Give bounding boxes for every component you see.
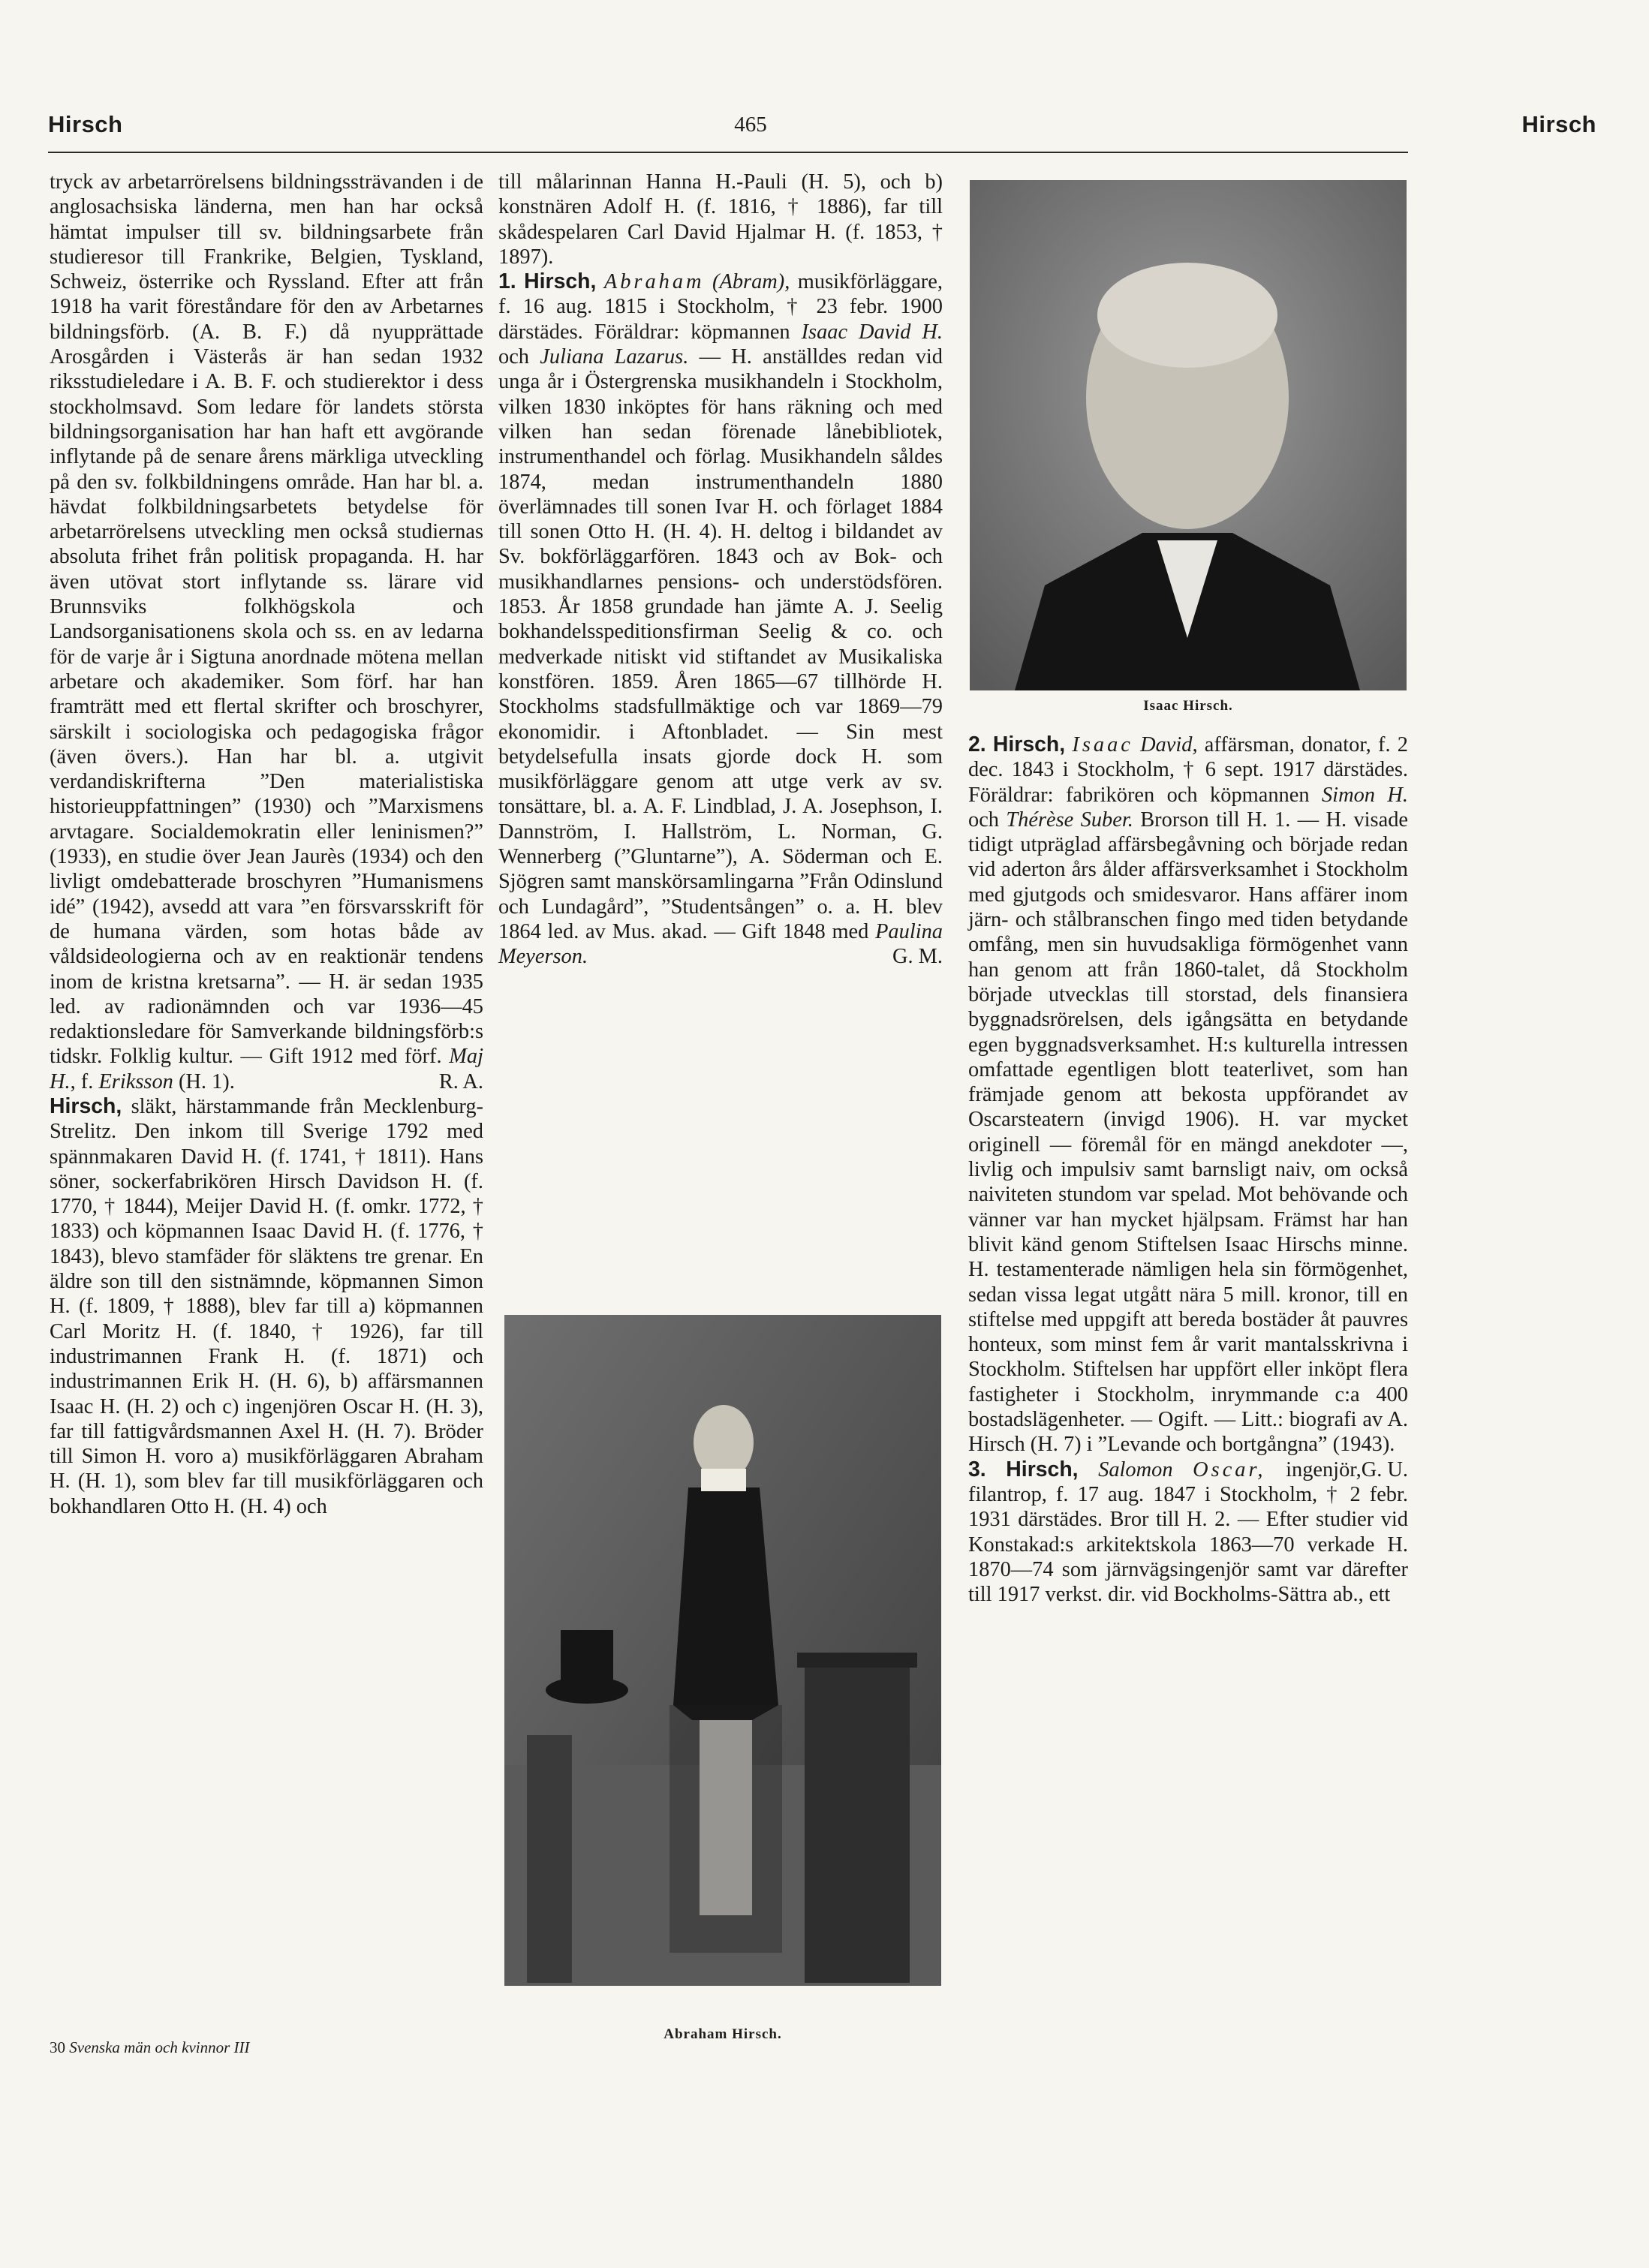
abraham-hirsch-photo	[504, 1315, 941, 1986]
entry-heading: Hirsch,	[1006, 1457, 1079, 1481]
mother-name: Juliana Lazarus.	[540, 345, 689, 369]
text-fragment: (H. 1).	[178, 1069, 235, 1093]
text-fragment: , f.	[70, 1069, 94, 1093]
text-fragment: och	[498, 345, 529, 369]
header-rule	[48, 152, 1408, 153]
column-2	[498, 170, 943, 970]
mother-name: Thérèse Suber.	[1006, 808, 1133, 832]
signature-number: 30	[50, 2038, 65, 2056]
given-name: Salomon	[1098, 1457, 1173, 1481]
author-signature: R. A.	[438, 1069, 483, 1093]
spouse-name: Paulina Meyerson.	[498, 919, 943, 969]
entry-heading: Hirsch,	[992, 732, 1066, 757]
paragraph-text: ingenjör, filantrop, f. 17 aug. 1847 i Stockholm, † 2 febr. 1931 därstädes. Bror till H. 2. — Efter studier vid Konstakad:s arkitektskola 1863—70 verkade H. 1870—74 som järnvägsingenjör samt var därefter till 1917 verkst. dir. vid Bockholms-Sättra ab., ett	[968, 1457, 1408, 1607]
photo-caption-abraham: Abraham Hirsch.	[664, 2026, 782, 2042]
family-entry	[50, 1094, 483, 1519]
paragraph-text: affärsman, donator, f. 2 dec. 1843 i Stockholm, † 6 sept. 1917 därstädes. Föräldrar: fabrikören och köpmannen	[968, 733, 1408, 807]
alt-name: (Abram),	[712, 270, 790, 294]
author-signature: G. U.	[1361, 1457, 1408, 1481]
book-title: Svenska män och kvinnor III	[69, 2038, 250, 2056]
entry-heading: Hirsch,	[524, 269, 597, 294]
portrait-image	[970, 180, 1407, 690]
photo-caption-isaac: Isaac Hirsch.	[1143, 698, 1233, 714]
signature-footer	[50, 2038, 250, 2057]
biography-text	[50, 170, 483, 1094]
running-head-right: Hirsch	[1521, 111, 1596, 137]
paragraph-text: släkt, härstammande från Mecklenburg-Strelitz. Den inkom till Sverige 1792 med spännmakaren David H. (f. 1741, † 1811). Hans söner, sockerfabrikören Hirsch Davidson H. (f. 1770, † 1844), Meijer David H. (f. omkr. 1772, † 1833) och köpmannen Isaac David H. (f. 1776, † 1843), blevo stamfäder för släktens tre grenar. En äldre son till den sistnämnde, köpmannen Simon H. (f. 1809, † 1888), blev far till a) köpmannen Carl Moritz H. (f. 1840, † 1926), far till industrimannen Frank H. (f. 1871) och industrimannen Erik H. (H. 6), b) affärsmannen Isaac H. (H. 2) och c) ingenjören Oscar H. (H. 3), far till fattigvårdsmannen Axel H. (H. 7). Bröder till Simon H. voro a) musikförläggaren Abraham H. (H. 1), som blev far till musikförläggaren och bokhandlaren Otto H. (H. 4) och	[50, 1094, 483, 1518]
paragraph-text: tryck av arbetarrörelsens bildningssträvanden i de anglosachsiska länderna, men han har också hämtat impulser till sv. bildningsarbete från studieresor till Frankrike, Belgien, Tyskland, Schweiz, österrike och Ryssland. Efter att från 1918 ha varit föreståndare för den av Arbetarnes bildningsförb. (A. B. F.) då nyupprättade Arosgården i Västerås är han sedan 1932 riksstudieledare i A. B. F. och studierektor i dess stockholmsavd. Som ledare för landets största bildningsorganisation har han haft ett avgörande inflytande på de senare årens märkliga utveckling på den sv. folkbildningens område. Han har bl. a. hävdat folkbildningsarbetets betydelse för arbetarrörelsens utveckling men också studiernas absoluta frihet från politisk propaganda. H. har även utövat stort inflytande ss. lärare vid Brunnsviks folkhögskola och Landsorganisationens skola och ss. en av ledarna för de varje år i Sigtuna anordnade mötena mellan arbetare och akademiker. Som förf. har han framträtt med ett flertal skrifter och broschyrer, särskilt i sociologiska och pedagogiska frågor (även övers.). Han har bl. a. utgivit verdandiskrifterna ”Den materialistiska historieuppfattningen” (1930) och ”Marxismens arvtagare. Socialdemokratin eller leninismen?” (1933), en studie över Jean Jaurès (1934) och den livligt omdebatterade broschyren ”Humanismens idé” (1942), avsedd att vara ”en försvarsskrift för de humana värden, som hotas både av våldsideologierna och av en reaktionär tendens inom de kristna kretsarna”. — H. är sedan 1935 led. av radionämnden och var 1936—45 redaktionsledare för Samverkande bildningsförb:s tidskr. Folklig kultur. — Gift 1912 med förf.	[50, 170, 483, 1069]
paragraph-text: — H. anställdes redan vid unga år i Östergrenska musikhandeln i Stockholm, vilken 1830 inköptes för hans räkning och med vilken han sedan förenade lånebibliotek, instrumenthandel och förlag. Musikhandeln såldes 1874, medan instrumenthandeln 1880 överlämnades till sonen Ivar H. och förlaget 1884 till sonen Otto H. (H. 4). H. deltog i bildandet av Sv. bokförläggarfören. 1843 och av Bok- och musikhandlarnes pensions- och understödsfören. 1853. År 1858 grundade han jämte A. J. Seelig bokhandelsspeditionsfirman Seelig & co. och medverkade nitiskt vid stiftandet av Musikaliska konstfören. 1859. Åren 1865—67 tillhörde H. Stockholms stadsfullmäktige och var 1869—79 ekonomidir. i Aftonbladet. — Sin mest betydelsefulla insats gjorde dock H. som musikförläggare genom att utge verk av sv. tonsättare, bl. a. A. F. Lindblad, J. A. Josephson, I. Dannström, I. Hallström, L. Norman, G. Wennerberg (”Gluntarne”), A. Söderman och E. Sjögren samt manskörsamlingarna ”Från Odinslund och Lundagård”, ”Studentsången” o. a. H. blev 1864 led. av Mus. akad. — Gift 1848 med	[498, 345, 943, 943]
column-3	[968, 732, 1408, 1607]
entry-oscar	[968, 1457, 1408, 1608]
entry-number: 2.	[968, 732, 986, 757]
paragraph-text: musikförläggare, f. 16 aug. 1815 i Stockholm, † 23 febr. 1900 därstädes. Föräldrar: köpmannen	[498, 270, 943, 344]
entry-heading: Hirsch,	[50, 1093, 122, 1118]
given-name-2: David,	[1140, 733, 1198, 757]
text-fragment: och	[968, 808, 999, 832]
entry-abraham	[498, 269, 943, 969]
father-name: Isaac David H.	[801, 320, 943, 344]
isaac-hirsch-photo	[970, 180, 1407, 690]
given-name: Isaac	[1072, 733, 1133, 757]
page-number: 465	[734, 113, 767, 137]
column-1	[50, 170, 483, 1519]
entry-number: 3.	[968, 1457, 986, 1481]
portrait-image	[504, 1315, 941, 1986]
author-signature: G. M.	[892, 945, 943, 969]
given-name-2: Oscar,	[1193, 1457, 1266, 1481]
spouse-name: Maj H.	[50, 1045, 483, 1093]
continued-text: till målarinnan Hanna H.-Pauli (H. 5), och b) konstnären Adolf H. (f. 1816, † 1886), far till skådespelaren Carl David Hjalmar H. (f. 1853, † 1897).	[498, 170, 943, 269]
paragraph-text: Brorson till H. 1. — H. visade tidigt utpräglad affärsbegåvning och började redan vid aderton års ålder affärsverksamhet i Stockholm med gjutgods och smidesvaror. Hans affärer inom järn- och stålbranschen fingo med tiden betydande omfång, men sin huvudsakliga förmögenhet vann han genom att från 1860-talet, då Stockholm började utvecklas till storstad, dels finansiera byggnadsrörelsen, dels igångsätta en betydande egen byggnadsverksamhet. H:s kulturella intressen omfattade egentligen blott teaterlivet, som han främjade genom att bekosta uppförandet av Oscarsteatern (invigd 1906). H. var mycket originell — föremål för en mängd anekdoter —, livlig och impulsiv samt barnsligt naiv, om också naiviteten stundom var spelad. Mot behövande och vänner var han mycket hjälpsam. Främst har han blivit känd genom Stiftelsen Isaac Hirschs minne. H. testamenterade nämligen hela sin förmögenhet, sedan vissa legat utgått nära 5 mill. kronor, till en stiftelse med uppgift att bereda bostäder åt pauvres honteux, som minst fem år varit mantalsskrivna i Stockholm. Stiftelsen har uppfört eller inköpt flera fastigheter i Stockholm, inrymmande c:a 400 bostadslägenheter. — Ogift. — Litt.: biografi av A. Hirsch (H. 7) i ”Levande och bortgångna” (1943).	[968, 808, 1408, 1457]
running-head-left: Hirsch	[48, 111, 123, 137]
given-name: Abraham	[603, 270, 705, 294]
father-name: Simon H.	[1321, 783, 1408, 807]
spouse-maiden-name: Eriksson	[98, 1069, 173, 1093]
entry-number: 1.	[498, 269, 516, 294]
